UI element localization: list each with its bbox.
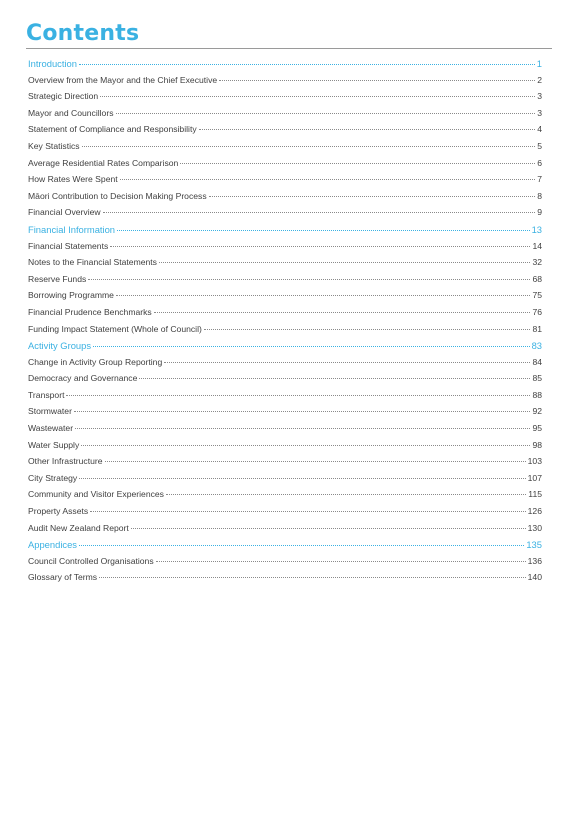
toc-entry[interactable]: [28, 191, 542, 208]
toc-page-number: 68: [532, 273, 542, 284]
toc-entry[interactable]: [28, 440, 542, 457]
toc-entry[interactable]: [28, 158, 542, 175]
dot-leader: [82, 146, 536, 147]
dot-leader: [81, 445, 530, 446]
dot-leader: [103, 212, 536, 213]
toc-entry-label: Strategic Direction: [28, 91, 99, 102]
toc-section-heading[interactable]: [28, 340, 542, 357]
page-title: Contents: [26, 21, 140, 46]
dot-leader: [99, 577, 526, 578]
toc-page-number: 13: [531, 223, 542, 235]
toc-page-number: 14: [532, 240, 542, 251]
dot-leader: [75, 428, 530, 429]
dot-leader: [74, 411, 531, 412]
toc-entry-label: Activity Groups: [28, 340, 92, 352]
toc-entry[interactable]: [28, 141, 542, 158]
toc-entry[interactable]: [28, 556, 542, 573]
toc-entry-label: Notes to the Financial Statements: [28, 257, 157, 268]
dot-leader: [66, 395, 530, 396]
toc-page-number: 95: [532, 423, 542, 434]
toc-page-number: 130: [527, 522, 542, 533]
toc-page-number: 76: [532, 306, 542, 317]
dot-leader: [93, 346, 530, 347]
toc-page-number: 135: [526, 539, 542, 551]
toc-entry[interactable]: [28, 489, 542, 506]
toc-entry[interactable]: [28, 423, 542, 440]
toc-page-number: 3: [537, 91, 542, 102]
toc-entry[interactable]: [28, 174, 542, 191]
toc-entry[interactable]: [28, 390, 542, 407]
toc-entry-label: Statement of Compliance and Responsibility: [28, 124, 197, 135]
toc-entry-label: Council Controlled Organisations: [28, 555, 154, 566]
toc-entry[interactable]: [28, 207, 542, 224]
toc-entry-label: Overview from the Mayor and the Chief Executive: [28, 74, 218, 85]
dot-leader: [79, 545, 524, 546]
dot-leader: [156, 561, 526, 562]
toc-entry-label: Property Assets: [28, 506, 89, 517]
toc-entry-label: Other Infrastructure: [28, 456, 103, 467]
toc-page-number: 1: [536, 58, 542, 69]
dot-leader: [199, 129, 536, 130]
toc-entry-label: Stormwater: [28, 406, 72, 417]
toc-entry-label: Reserve Funds: [28, 273, 87, 284]
toc-entry[interactable]: [28, 406, 542, 423]
toc-page-number: 136: [527, 555, 542, 566]
toc-page-number: 9: [537, 207, 542, 218]
toc-entry-label: Financial Information: [28, 223, 116, 235]
dot-leader: [131, 528, 526, 529]
table-of-contents: [28, 58, 542, 589]
toc-page-number: 7: [537, 174, 542, 185]
dot-leader: [219, 80, 535, 81]
toc-section-heading[interactable]: [28, 224, 542, 241]
toc-page-number: 115: [528, 489, 542, 500]
toc-entry[interactable]: [28, 290, 542, 307]
toc-entry[interactable]: [28, 307, 542, 324]
toc-entry-label: Financial Statements: [28, 240, 109, 251]
dot-leader: [180, 163, 535, 164]
dot-leader: [166, 494, 526, 495]
dot-leader: [164, 362, 530, 363]
toc-entry[interactable]: [28, 456, 542, 473]
dot-leader: [105, 461, 526, 462]
dot-leader: [79, 478, 525, 479]
toc-page-number: 2: [537, 74, 542, 85]
toc-entry-label: Appendices: [28, 539, 77, 551]
toc-entry[interactable]: [28, 373, 542, 390]
dot-leader: [90, 511, 525, 512]
toc-page-number: 6: [537, 157, 542, 168]
toc-entry-label: Wastewater: [28, 423, 74, 434]
title-divider: [26, 48, 552, 49]
dot-leader: [79, 64, 535, 65]
toc-page-number: 8: [537, 190, 542, 201]
toc-entry[interactable]: [28, 473, 542, 490]
toc-entry-label: Mayor and Councillors: [28, 107, 114, 118]
toc-entry-label: City Strategy: [28, 472, 78, 483]
toc-entry-label: Change in Activity Group Reporting: [28, 356, 163, 367]
toc-entry-label: How Rates Were Spent: [28, 174, 118, 185]
dot-leader: [110, 246, 530, 247]
dot-leader: [117, 230, 530, 231]
toc-section-heading[interactable]: [28, 58, 542, 75]
dot-leader: [204, 329, 531, 330]
dot-leader: [159, 262, 530, 263]
toc-entry[interactable]: [28, 523, 542, 540]
toc-entry-label: Financial Overview: [28, 207, 101, 218]
toc-page-number: 98: [532, 439, 542, 450]
toc-entry-label: Glossary of Terms: [28, 572, 98, 583]
toc-page-number: 140: [527, 572, 542, 583]
dot-leader: [100, 96, 535, 97]
toc-page-number: 5: [537, 140, 542, 151]
toc-entry-label: Key Statistics: [28, 140, 80, 151]
toc-page-number: 107: [527, 472, 542, 483]
toc-entry[interactable]: [28, 357, 542, 374]
dot-leader: [139, 378, 530, 379]
toc-page-number: 126: [527, 506, 542, 517]
dot-leader: [154, 312, 531, 313]
toc-section-heading[interactable]: [28, 539, 542, 556]
toc-entry-label: Community and Visitor Experiences: [28, 489, 164, 500]
toc-page-number: 3: [537, 107, 542, 118]
toc-page-number: 4: [537, 124, 542, 135]
toc-entry-label: Financial Prudence Benchmarks: [28, 306, 152, 317]
toc-entry[interactable]: [28, 274, 542, 291]
toc-entry[interactable]: [28, 241, 542, 258]
dot-leader: [116, 295, 530, 296]
toc-entry-label: Funding Impact Statement (Whole of Council): [28, 323, 202, 334]
toc-entry-label: Borrowing Programme: [28, 290, 114, 301]
toc-page-number: 103: [527, 456, 542, 467]
toc-page-number: 75: [532, 290, 542, 301]
toc-page-number: 32: [532, 257, 542, 268]
toc-page-number: 88: [532, 389, 542, 400]
toc-entry-label: Māori Contribution to Decision Making Process: [28, 190, 207, 201]
toc-entry[interactable]: [28, 506, 542, 523]
toc-entry[interactable]: [28, 124, 542, 141]
toc-page-number: 84: [532, 356, 542, 367]
toc-entry-label: Average Residential Rates Comparison: [28, 157, 179, 168]
toc-entry[interactable]: [28, 75, 542, 92]
toc-entry-label: Water Supply: [28, 439, 80, 450]
toc-page-number: 92: [532, 406, 542, 417]
dot-leader: [116, 113, 536, 114]
toc-page-number: 83: [531, 340, 542, 352]
toc-entry-label: Introduction: [28, 58, 77, 69]
toc-entry[interactable]: [28, 257, 542, 274]
toc-entry[interactable]: [28, 572, 542, 589]
toc-entry[interactable]: [28, 324, 542, 341]
toc-entry[interactable]: [28, 91, 542, 108]
dot-leader: [120, 179, 536, 180]
toc-page-number: 81: [532, 323, 542, 334]
toc-entry-label: Transport: [28, 389, 65, 400]
toc-page-number: 85: [532, 373, 542, 384]
toc-entry-label: Democracy and Governance: [28, 373, 138, 384]
dot-leader: [209, 196, 536, 197]
toc-entry[interactable]: [28, 108, 542, 125]
dot-leader: [88, 279, 530, 280]
toc-entry-label: Audit New Zealand Report: [28, 522, 129, 533]
